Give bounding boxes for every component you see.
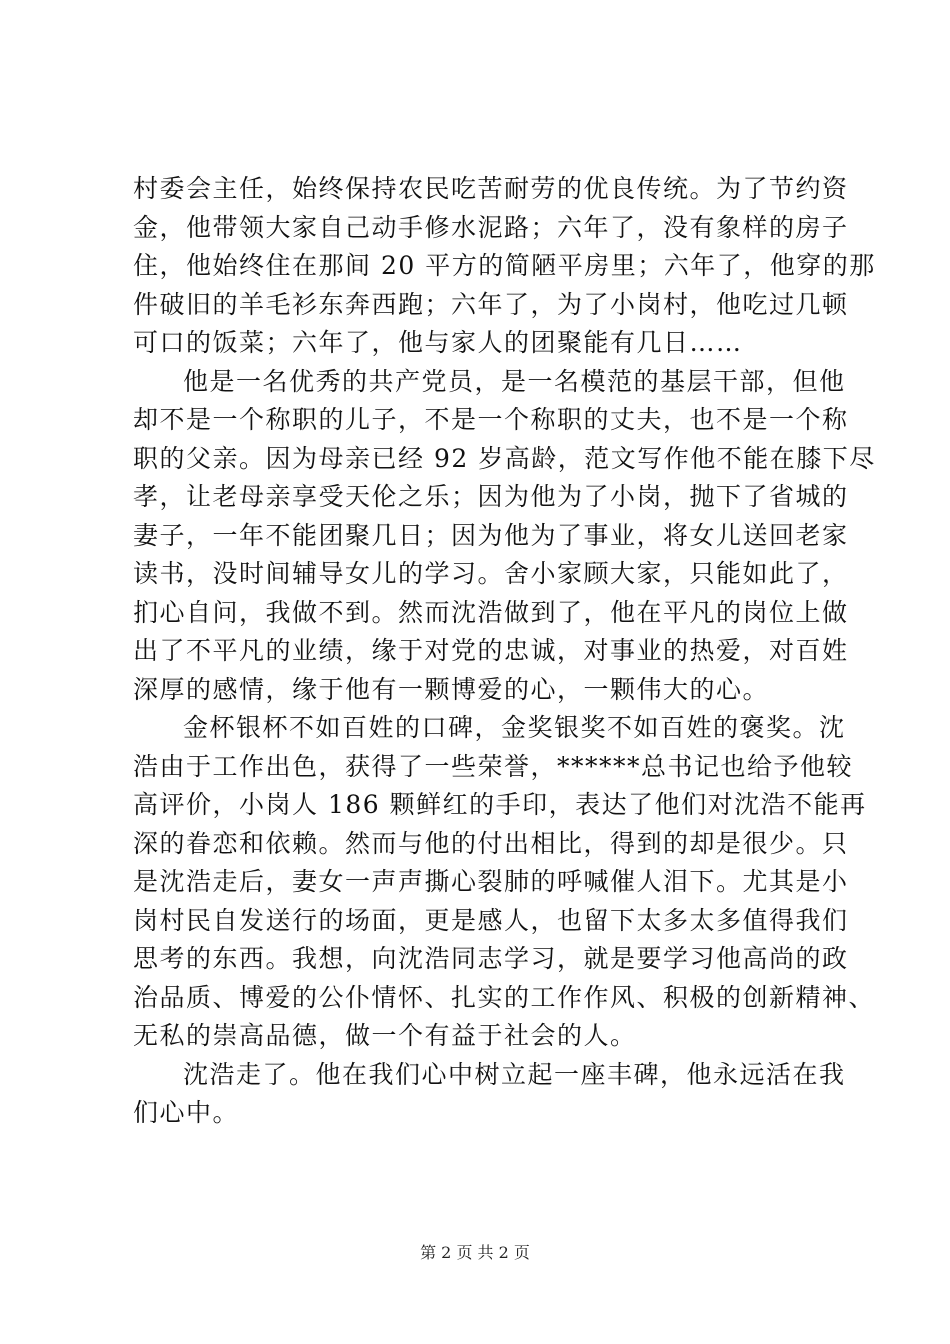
text-line: 职的父亲。因为母亲已经 92 岁高龄，范文写作他不能在膝下尽 xyxy=(133,443,876,473)
page-footer: 第 2 页 共 2 页 xyxy=(420,1243,530,1262)
text-line: 住，他始终住在那间 20 平方的简陋平房里；六年了，他穿的那 xyxy=(133,251,876,280)
text-line: 高评价，小岗人 186 颗鲜红的手印，表达了他们对沈浩不能再 xyxy=(133,790,867,819)
document-body xyxy=(133,170,876,1133)
text-line: 浩由于工作出色，获得了一些荣誉，******总书记也给予他较 xyxy=(133,751,854,781)
text-line: 深的眷恋和依赖。然而与他的付出相比，得到的却是很少。只 xyxy=(133,828,849,858)
text-line: 件破旧的羊毛衫东奔西跑；六年了，为了小岗村，他吃过几顿 xyxy=(133,289,849,319)
paragraph-first-line: 他是一名优秀的共产党员，是一名模范的基层干部，但他 xyxy=(183,366,846,396)
text-line: 无私的崇高品德，做一个有益于社会的人。 xyxy=(133,1021,637,1050)
text-line: 村委会主任，始终保持农民吃苦耐劳的优良传统。为了节约资 xyxy=(133,174,849,203)
text-line: 却不是一个称职的儿子，不是一个称职的丈夫，也不是一个称 xyxy=(133,405,849,434)
text-line: 们心中。 xyxy=(133,1098,240,1127)
paragraph-first-line: 金杯银杯不如百姓的口碑，金奖银奖不如百姓的褒奖。沈 xyxy=(183,713,846,742)
text-line: 是沈浩走后，妻女一声声撕心裂肺的呼喊催人泪下。尤其是小 xyxy=(133,867,849,896)
text-line: 出了不平凡的业绩，缘于对党的忠诚，对事业的热爱，对百姓 xyxy=(133,636,849,665)
text-line: 孝，让老母亲享受天伦之乐；因为他为了小岗，抛下了省城的 xyxy=(133,482,849,511)
text-line: 岗村民自发送行的场面，更是感人，也留下太多太多值得我们 xyxy=(133,905,849,935)
text-line: 可口的饭菜；六年了，他与家人的团聚能有几日…… xyxy=(133,328,743,357)
text-line: 治品质、博爱的公仆情怀、扎实的工作作风、积极的创新精神、 xyxy=(133,982,876,1012)
text-line: 思考的东西。我想，向沈浩同志学习，就是要学习他高尚的政 xyxy=(133,944,849,973)
text-line: 扪心自问，我做不到。然而沈浩做到了，他在平凡的岗位上做 xyxy=(133,597,849,627)
text-line: 金，他带领大家自己动手修水泥路；六年了，没有象样的房子 xyxy=(133,212,849,242)
paragraph-first-line: 沈浩走了。他在我们心中树立起一座丰碑，他永远活在我 xyxy=(183,1059,846,1089)
text-line: 读书，没时间辅导女儿的学习。舍小家顾大家，只能如此了， xyxy=(133,559,849,588)
text-line: 深厚的感情，缘于他有一颗博爱的心，一颗伟大的心。 xyxy=(133,674,770,704)
text-line: 妻子，一年不能团聚几日；因为他为了事业，将女儿送回老家 xyxy=(133,520,849,550)
